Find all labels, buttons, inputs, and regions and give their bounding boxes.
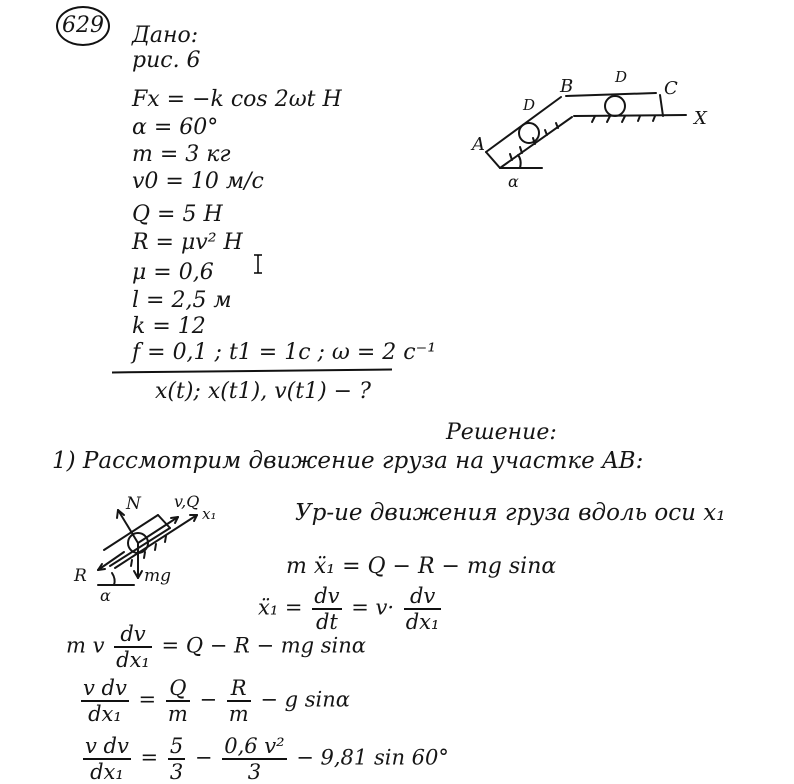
free-body-sketch (60, 480, 260, 610)
equation-3 (66, 622, 366, 672)
given-v0: v0 = 10 м/с (132, 169, 264, 194)
label-d-incline: D (523, 96, 536, 114)
eq2-f1-den: dt (315, 610, 338, 634)
eq2-f2-num: dv (404, 584, 442, 610)
fbd-label-n: N (126, 494, 141, 514)
given-q: Q = 5 H (132, 202, 223, 227)
eq5-fraction-lhs (83, 734, 131, 784)
fbd-label-vq: v,Q (174, 492, 200, 511)
problem-number: 629 (56, 6, 110, 46)
eq3-fraction (114, 622, 152, 672)
given-r: R = μv² H (132, 230, 243, 255)
fbd-label-x1: x₁ (202, 505, 217, 523)
eq5-f-num: v dv (85, 734, 129, 758)
eq3-rhs: = Q − R − mg sinα (161, 633, 366, 658)
given-length: l = 2,5 м (132, 288, 232, 313)
equation-5 (80, 734, 449, 784)
eq5-fraction-resistance (222, 734, 286, 784)
eq4-f-num: v dv (83, 676, 127, 700)
eq3-f-num: dv (114, 622, 152, 648)
eq4-fraction-r-m (227, 676, 251, 726)
given-force: Fx = −k cos 2ωt H (132, 87, 342, 112)
eq2-f2-den: dx₁ (405, 610, 440, 634)
label-a: A (472, 134, 485, 155)
eq2-mid: = v· (351, 595, 395, 620)
label-d-horizontal: D (615, 68, 628, 86)
channel-diagram (460, 60, 720, 200)
free-body-diagram (60, 480, 260, 610)
equation-title: Ур-ие движения груза вдоль оси x₁ (295, 500, 726, 526)
solution-heading: Решение: (446, 420, 557, 445)
eq2-fraction-dv-dx1 (404, 584, 442, 634)
figure-ref: рис. 6 (132, 48, 201, 73)
eq3-lhs: m v (66, 633, 105, 658)
given-mu: μ = 0,6 (132, 260, 214, 285)
eq4-b-den: m (228, 702, 249, 726)
eq2-f1-num: dv (314, 584, 340, 608)
eq5-a-num: 5 (169, 734, 184, 758)
eq5-a-den: 3 (169, 760, 184, 784)
eq4-tail: − g sinα (260, 687, 350, 712)
given-alpha: α = 60° (132, 115, 219, 140)
label-c: C (664, 78, 678, 99)
find-line: x(t); x(t1), v(t1) − ? (155, 379, 371, 404)
eq5-equals: = (140, 745, 159, 770)
step-1-text: 1) Рассмотрим движение груза на участке AB: (52, 448, 644, 474)
eq5-b-num: 0,6 v² (224, 734, 285, 758)
fbd-label-alpha: α (100, 586, 111, 605)
given-divider (112, 369, 392, 374)
eq5-f-den: dx₁ (90, 760, 124, 784)
eq4-a-den: m (167, 702, 188, 726)
eq4-b-num: R (227, 676, 251, 702)
given-k: k = 12 (132, 314, 206, 339)
eq4-fraction-lhs (81, 676, 129, 726)
eq4-a-num: Q (166, 676, 190, 702)
equation-1: m ẍ₁ = Q − R − mg sinα (286, 554, 557, 579)
eq5-minus: − (194, 745, 213, 770)
eq3-f-den: dx₁ (116, 648, 150, 672)
eq4-minus: − (199, 687, 218, 712)
fbd-label-r: R (74, 566, 87, 586)
label-x: X (694, 108, 707, 129)
eq5-tail: − 9,81 sin 60° (296, 745, 449, 770)
eq4-f-den: dx₁ (88, 702, 122, 726)
eq4-fraction-q-m (166, 676, 190, 726)
text-cursor-icon (253, 254, 263, 274)
given-mass: m = 3 кг (132, 142, 231, 167)
eq4-equals: = (138, 687, 157, 712)
eq2-lhs: ẍ₁ = (258, 595, 303, 620)
eq5-b-den: 3 (247, 760, 262, 784)
fbd-label-mg: mg (144, 566, 172, 586)
label-alpha: α (508, 172, 519, 191)
eq5-fraction-5-3 (168, 734, 185, 784)
main-diagram (460, 60, 720, 200)
given-label: Дано: (132, 23, 199, 48)
label-b: B (560, 76, 574, 97)
given-f-t1-omega: f = 0,1 ; t1 = 1c ; ω = 2 c⁻¹ (132, 340, 437, 365)
equation-4 (78, 676, 350, 726)
